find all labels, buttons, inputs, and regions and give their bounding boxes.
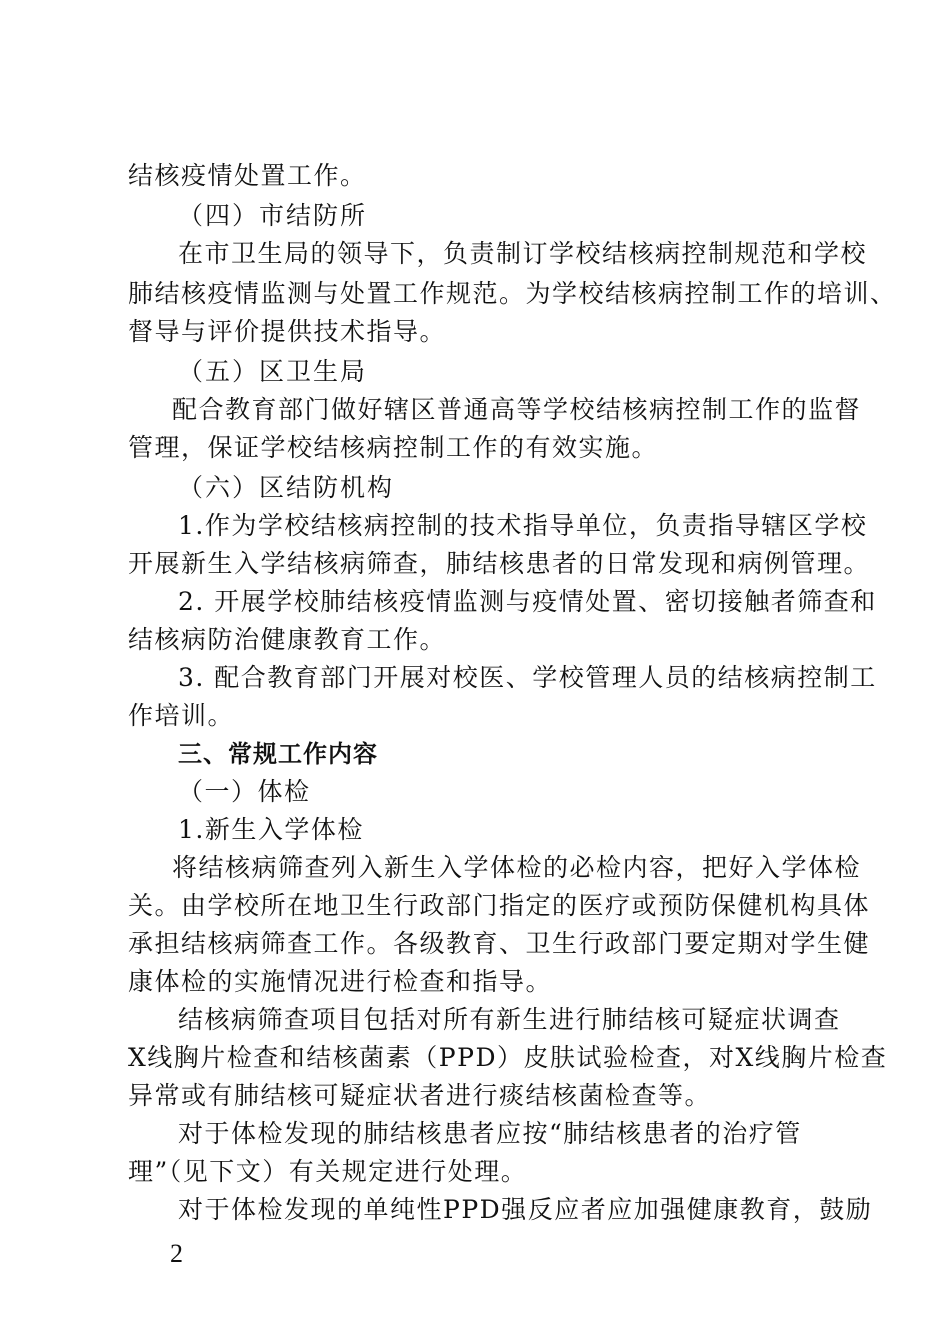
paragraph-line: 关。由学校所在地卫生行政部门指定的医疗或预防保健机构具体 [128,891,871,920]
paragraph-line: 异常或有肺结核可疑症状者进行痰结核菌检查等。 [128,1081,712,1110]
paragraph-line: 管理，保证学校结核病控制工作的有效实施。 [128,433,659,462]
subsection-heading: （一）体检 [178,777,311,806]
paragraph-line: 结核病防治健康教育工作。 [128,625,447,654]
paragraph-line: X线胸片检查和结核菌素（PPD）皮肤试验检查，对X线胸片检查 [128,1043,888,1072]
paragraph-line: 对于体检发现的单纯性PPD强反应者应加强健康教育，鼓励 [178,1195,873,1224]
paragraph-line: 1.作为学校结核病控制的技术指导单位，负责指导辖区学校 [178,511,868,540]
paragraph-line: 肺结核疫情监测与处置工作规范。为学校结核病控制工作的培训、 [128,279,897,308]
paragraph-line: 2. 开展学校肺结核疫情监测与疫情处置、密切接触者筛查和 [178,587,877,616]
item-heading: 1.新生入学体检 [178,815,364,844]
paragraph-line: 配合教育部门做好辖区普通高等学校结核病控制工作的监督 [172,395,862,424]
paragraph-line: 承担结核病筛查工作。各级教育、卫生行政部门要定期对学生健 [128,929,871,958]
paragraph-line: 在市卫生局的领导下，负责制订学校结核病控制规范和学校 [178,239,868,268]
paragraph-line: 3. 配合教育部门开展对校医、学校管理人员的结核病控制工 [178,663,877,692]
paragraph-line: 结核疫情处置工作。 [128,161,367,190]
paragraph-line: 将结核病筛查列入新生入学体检的必检内容，把好入学体检 [172,853,862,882]
paragraph-line: 作培训。 [128,701,235,730]
paragraph-line: 开展新生入学结核病筛查，肺结核患者的日常发现和病例管理。 [128,549,871,578]
subsection-heading: （四）市结防所 [178,201,368,230]
section-heading: 三、常规工作内容 [178,740,378,768]
page-number: 2 [170,1239,183,1268]
paragraph-line: 对于体检发现的肺结核患者应按“肺结核患者的治疗管 [178,1119,802,1148]
paragraph-line: 理”（见下文）有关规定进行处理。 [128,1157,528,1186]
paragraph-line: 结核病筛查项目包括对所有新生进行肺结核可疑症状调查 [178,1005,841,1034]
paragraph-line: 康体检的实施情况进行检查和指导。 [128,967,553,996]
paragraph-line: 督导与评价提供技术指导。 [128,317,447,346]
subsection-heading: （六）区结防机构 [178,473,395,502]
subsection-heading: （五）区卫生局 [178,357,368,386]
